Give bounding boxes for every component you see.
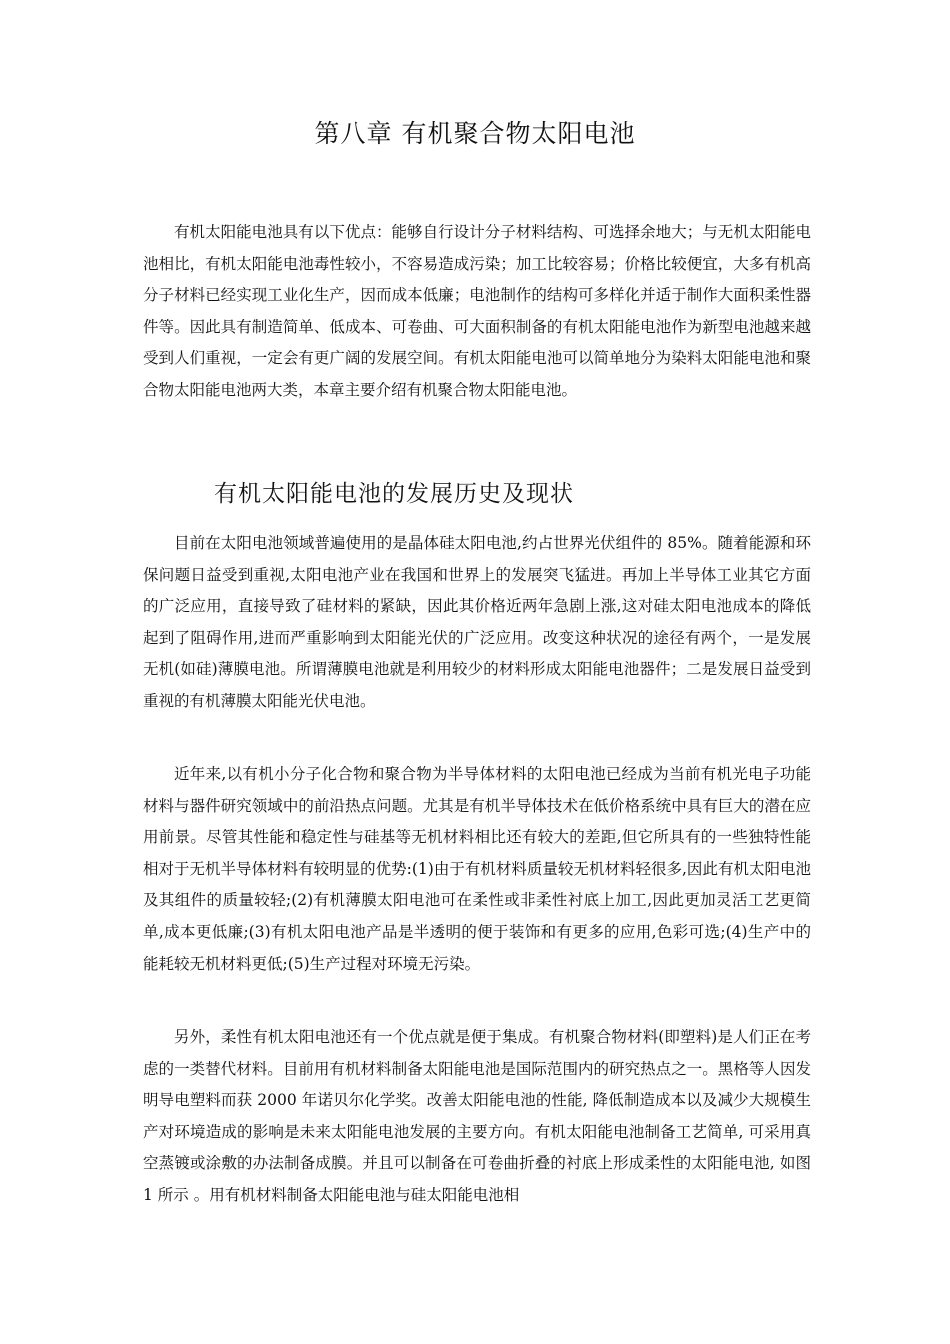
section-title: 有机太阳能电池的发展历史及现状 — [214, 481, 574, 507]
chapter-title: 第八章 有机聚合物太阳电池 — [314, 119, 636, 148]
body-paragraph-1: 目前在太阳电池领域普遍使用的是晶体硅太阳电池,约占世界光伏组件的 85%。随着能源和环保问题日益受到重视,太阳电池产业在我国和世界上的发展突飞猛进。再加上半导体工业其它方面的广泛应用，直接导致了硅材料的紧缺，因此其价格近两年急剧上涨,这对硅太阳电池成本的降低起到了阻碍作用,进而严重影响到太阳能光伏的广泛应用。改变这种状况的途径有两个，一是发展无机(如硅)薄膜电池。所谓薄膜电池就是利用较少的材料形成太阳能电池器件；二是发展日益受到重视的有机薄膜太阳能光伏电池。 — [143, 534, 811, 710]
intro-paragraph: 有机太阳能电池具有以下优点：能够自行设计分子材料结构、可选择余地大；与无机太阳能电池相比，有机太阳能电池毒性较小，不容易造成污染；加工比较容易；价格比较便宜，大多有机高分子材料已经实现工业化生产，因而成本低廉；电池制作的结构可多样化并适于制作大面积柔性器件等。因此具有制造简单、低成本、可卷曲、可大面积制备的有机太阳能电池作为新型电池越来越受到人们重视，一定会有更广阔的发展空间。有机太阳能电池可以简单地分为染料太阳能电池和聚合物太阳能电池两大类，本章主要介绍有机聚合物太阳能电池。 — [143, 223, 811, 399]
body-paragraph-3: 另外，柔性有机太阳电池还有一个优点就是便于集成。有机聚合物材料(即塑料)是人们正在考虑的一类替代材料。目前用有机材料制备太阳能电池是国际范围内的研究热点之一。黑格等人因发明导电塑料而获 2000 年诺贝尔化学奖。改善太阳能电池的性能, 降低制造成本以及减少大规模生产对环境造成的影响是未来太阳能电池发展的主要方向。有机太阳能电池制备工艺简单, 可采用真空蒸镀或涂敷的办法制备成膜。并且可以制备在可卷曲折叠的衬底上形成柔性的太阳能电池, 如图 1 所示 。用有机材料制备太阳能电池与硅太阳能电池相 — [143, 1028, 811, 1204]
body-paragraph-2: 近年来,以有机小分子化合物和聚合物为半导体材料的太阳电池已经成为当前有机光电子功能材料与器件研究领域中的前沿热点问题。尤其是有机半导体技术在低价格系统中具有巨大的潜在应用前景。尽管其性能和稳定性与硅基等无机材料相比还有较大的差距,但它所具有的一些独特性能相对于无机半导体材料有较明显的优势:(1)由于有机材料质量较无机材料轻很多,因此有机太阳电池及其组件的质量较轻;(2)有机薄膜太阳电池可在柔性或非柔性衬底上加工,因此更加灵活工艺更简单,成本更低廉;(3)有机太阳电池产品是半透明的便于装饰和有更多的应用,色彩可选;(4)生产中的能耗较无机材料更低;(5)生产过程对环境无污染。 — [143, 765, 811, 973]
